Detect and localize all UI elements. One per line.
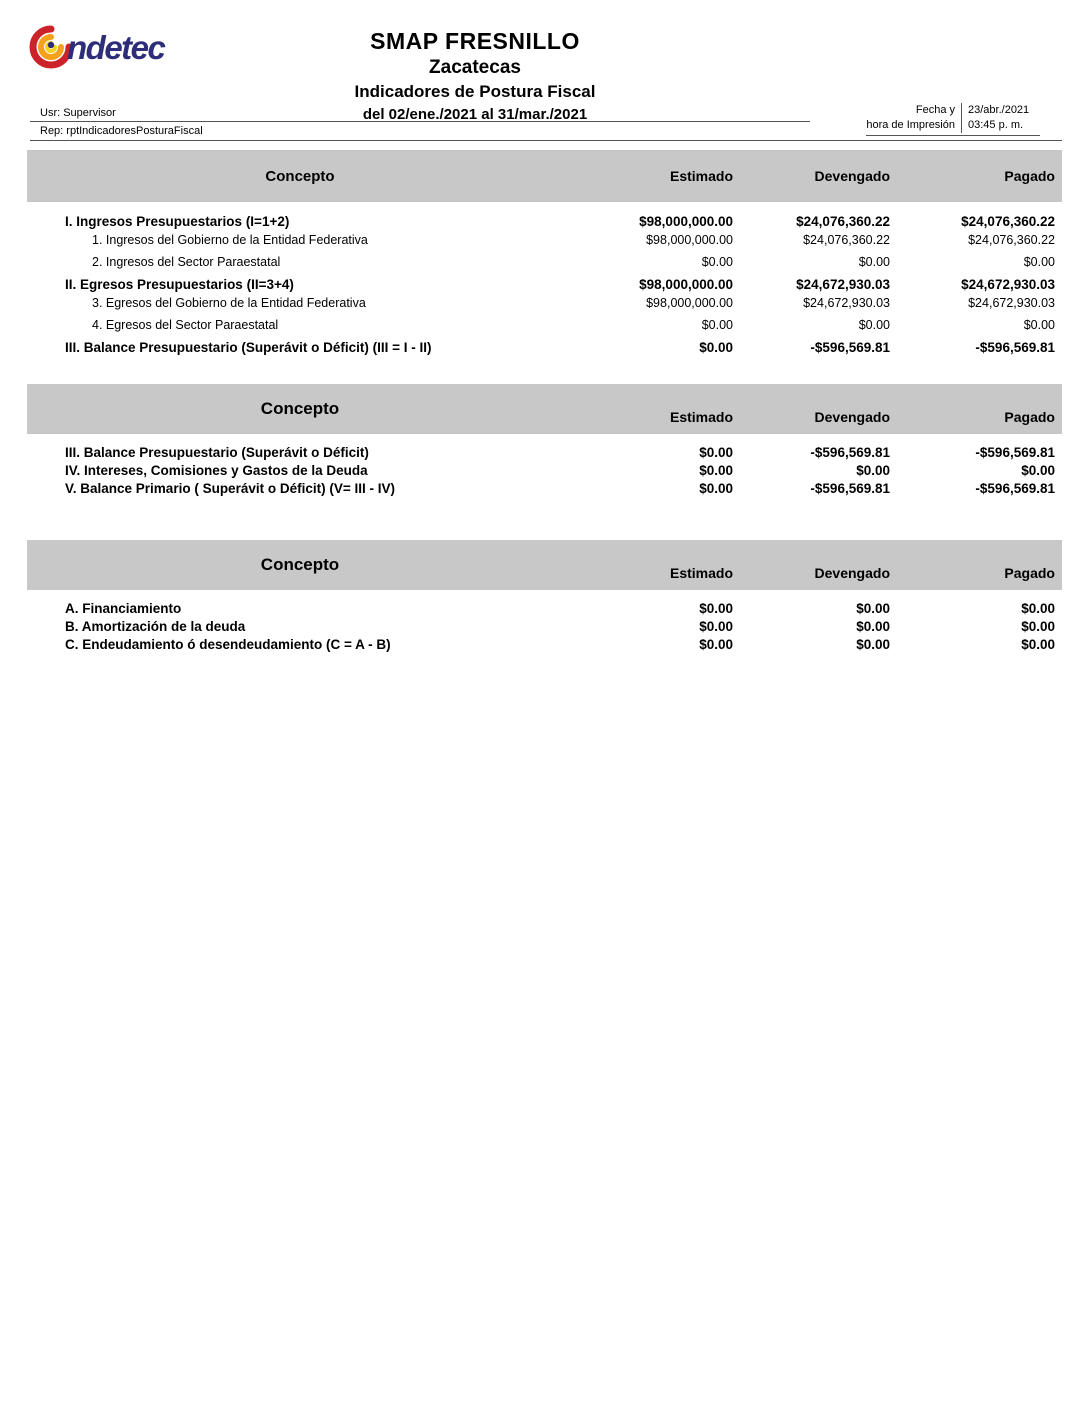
cell-pagado: $0.00	[1021, 601, 1055, 616]
print-info-values	[962, 103, 1040, 133]
table-body	[27, 434, 1062, 498]
report-id-label: Rep: rptIndicadoresPosturaFiscal	[40, 125, 203, 137]
cell-estimado: $0.00	[699, 445, 733, 460]
cell-pagado: -$596,569.81	[975, 445, 1055, 460]
table-row	[27, 294, 1062, 313]
column-header-devengado: Devengado	[814, 565, 890, 581]
cell-estimado: $98,000,000.00	[646, 233, 733, 247]
cell-pagado: $24,076,360.22	[968, 233, 1055, 247]
column-header-pagado: Pagado	[1004, 565, 1055, 581]
title-block	[0, 28, 950, 123]
cell-devengado: $0.00	[856, 601, 890, 616]
column-header-estimado: Estimado	[669, 168, 733, 184]
cell-devengado: $0.00	[856, 619, 890, 634]
table-row	[27, 636, 1062, 654]
cell-pagado: $0.00	[1023, 318, 1055, 332]
table-header	[27, 150, 1062, 202]
row-label: 4. Egresos del Sector Paraestatal	[92, 318, 279, 332]
cell-estimado: $0.00	[699, 637, 733, 652]
cell-devengado: -$596,569.81	[810, 445, 890, 460]
print-time-label: hora de Impresión	[866, 119, 955, 131]
table-row	[27, 480, 1062, 498]
table-row	[27, 600, 1062, 618]
cell-devengado: -$596,569.81	[810, 481, 890, 496]
column-header-concepto: Concepto	[265, 167, 335, 185]
row-label: 2. Ingresos del Sector Paraestatal	[92, 255, 281, 269]
user-label: Usr: Supervisor	[40, 107, 116, 119]
cell-devengado: $0.00	[858, 318, 890, 332]
cell-estimado: $0.00	[701, 318, 733, 332]
cell-estimado: $98,000,000.00	[646, 296, 733, 310]
cell-estimado: $0.00	[699, 481, 733, 496]
table-row	[27, 316, 1062, 335]
column-header-concepto: Concepto	[260, 555, 340, 574]
cell-devengado: -$596,569.81	[810, 340, 890, 355]
row-label: I. Ingresos Presupuestarios (I=1+2)	[65, 214, 290, 229]
table-row	[27, 444, 1062, 462]
cell-pagado: $0.00	[1021, 463, 1055, 478]
table-row	[27, 212, 1062, 231]
cell-devengado: $0.00	[858, 255, 890, 269]
column-header-pagado: Pagado	[1004, 409, 1055, 425]
column-header-estimado: Estimado	[669, 409, 733, 425]
row-label: III. Balance Presupuestario (Superávit o Déficit)	[65, 445, 369, 460]
table-row	[27, 253, 1062, 272]
column-header-devengado: Devengado	[814, 409, 890, 425]
row-label: II. Egresos Presupuestarios (II=3+4)	[65, 277, 294, 292]
cell-estimado: $0.00	[701, 255, 733, 269]
print-time-value: 03:45 p. m.	[968, 119, 1024, 131]
cell-devengado: $24,672,930.03	[803, 296, 890, 310]
column-header-concepto: Concepto	[260, 399, 340, 418]
cell-pagado: $0.00	[1023, 255, 1055, 269]
cell-estimado: $0.00	[699, 340, 733, 355]
row-label: 1. Ingresos del Gobierno de la Entidad Federativa	[92, 233, 368, 247]
table-row	[27, 231, 1062, 250]
row-label: III. Balance Presupuestario (Superávit o Déficit) (III = I - II)	[65, 340, 432, 355]
cell-pagado: $0.00	[1021, 637, 1055, 652]
page-title: SMAP FRESNILLO	[370, 28, 580, 54]
table-body	[27, 590, 1062, 654]
cell-pagado: -$596,569.81	[975, 481, 1055, 496]
table-row	[27, 275, 1062, 294]
cell-pagado: $24,672,930.03	[961, 277, 1055, 292]
column-header-devengado: Devengado	[814, 168, 890, 184]
cell-devengado: $24,076,360.22	[796, 214, 890, 229]
cell-devengado: $24,672,930.03	[796, 277, 890, 292]
primary-balance-table	[27, 384, 1062, 498]
cell-devengado: $24,076,360.22	[803, 233, 890, 247]
print-date-value: 23/abr./2021	[968, 104, 1030, 116]
row-label: 3. Egresos del Gobierno de la Entidad Federativa	[92, 296, 366, 310]
table-row	[27, 618, 1062, 636]
print-date-label: Fecha y	[915, 104, 955, 116]
cell-devengado: $0.00	[856, 463, 890, 478]
budget-table	[27, 150, 1062, 357]
print-info	[866, 103, 1040, 136]
row-label: B. Amortización de la deuda	[65, 619, 246, 634]
logo-wordmark: ndetec	[67, 28, 165, 66]
cell-pagado: $24,672,930.03	[968, 296, 1055, 310]
cell-estimado: $0.00	[699, 463, 733, 478]
row-label: C. Endeudamiento ó desendeudamiento (C = A - B)	[65, 637, 391, 652]
cell-estimado: $0.00	[699, 601, 733, 616]
report-period: del 02/ene./2021 al 31/mar./2021	[362, 106, 588, 123]
divider-line	[30, 140, 1062, 141]
cell-devengado: $0.00	[856, 637, 890, 652]
column-header-pagado: Pagado	[1004, 168, 1055, 184]
debt-table	[27, 540, 1062, 654]
cell-estimado: $98,000,000.00	[639, 277, 733, 292]
row-label: IV. Intereses, Comisiones y Gastos de la Deuda	[65, 463, 368, 478]
table-row	[27, 338, 1062, 357]
table-body	[27, 202, 1062, 357]
print-info-labels	[866, 103, 961, 133]
cell-pagado: -$596,569.81	[975, 340, 1055, 355]
cell-estimado: $98,000,000.00	[639, 214, 733, 229]
table-header	[27, 540, 1062, 590]
row-label: A. Financiamiento	[65, 601, 182, 616]
report-title: Indicadores de Postura Fiscal	[354, 82, 596, 101]
column-header-estimado: Estimado	[669, 565, 733, 581]
divider-line	[30, 121, 810, 122]
table-row	[27, 462, 1062, 480]
location-title: Zacatecas	[429, 57, 521, 78]
cell-pagado: $0.00	[1021, 619, 1055, 634]
cell-pagado: $24,076,360.22	[961, 214, 1055, 229]
table-header	[27, 384, 1062, 434]
cell-estimado: $0.00	[699, 619, 733, 634]
row-label: V. Balance Primario ( Superávit o Déficit) (V= III - IV)	[65, 481, 395, 496]
